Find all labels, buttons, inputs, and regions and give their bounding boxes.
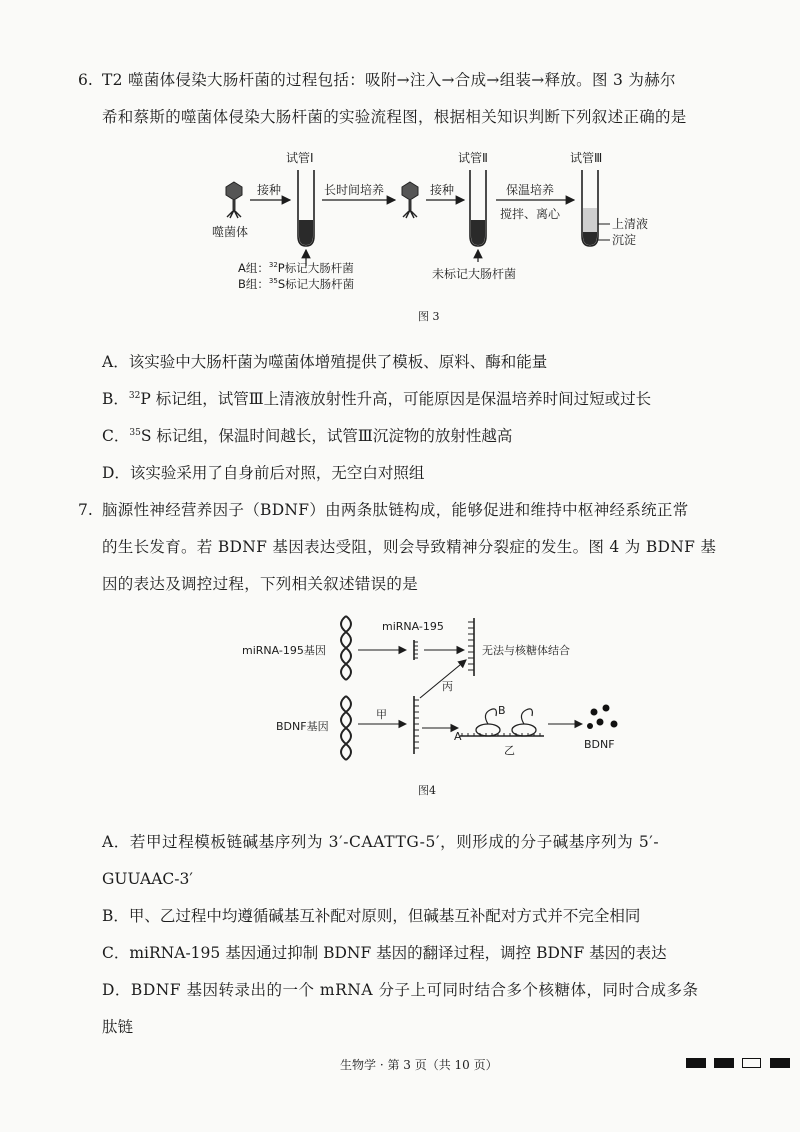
q6-option-b: B．$^{32}$P 标记组，试管Ⅲ上清液放射性升高，可能原因是保温培养时间过短或过长 <box>102 390 652 408</box>
q6-option-c: C．$^{35}$S 标记组，保温时间越长，试管Ⅲ沉淀物的放射性越高 <box>102 427 513 445</box>
q7-option-d-line-1: D．BDNF 基因转录出的一个 mRNA 分子上可同时结合多个核糖体，同时合成多条 <box>102 981 699 999</box>
mirna-195-strand <box>414 640 418 660</box>
figure-3-caption: 图 3 <box>418 310 440 323</box>
long-culture-label: 长时间培养 <box>324 183 385 197</box>
tube-2-label: 试管Ⅱ <box>458 151 488 165</box>
footer-marker-block <box>770 1058 790 1068</box>
q7-option-a-line-2: GUUAAC-3′ <box>102 870 193 888</box>
q6-option-d: D．该实验采用了自身前后对照，无空白对照组 <box>102 464 425 482</box>
mirna-195-label: miRNA-195 <box>382 620 444 633</box>
stir-centrifuge-label: 搅拌、离心 <box>500 207 561 221</box>
bdnf-mrna-strand <box>414 696 419 754</box>
question-7-stem-line-1: 脑源性神经营养因子（BDNF）由两条肽链构成，能够促进和维持中枢神经系统正常 <box>102 501 689 519</box>
warm-culture-label: 保温培养 <box>506 183 555 197</box>
tube-3-label: 试管Ⅲ <box>570 151 603 165</box>
q7-option-a-line-1: A．若甲过程模板链碱基序列为 3′-CAATTG-5′，则形成的分子碱基序列为 5′- <box>102 833 660 851</box>
inoculate-2-label: 接种 <box>430 183 455 197</box>
q7-option-c: C．miRNA-195 基因通过抑制 BDNF 基因的翻译过程，调控 BDNF 基因的表达 <box>102 944 667 962</box>
figure-4-caption: 图4 <box>418 784 436 797</box>
figure-3-experiment-diagram <box>200 148 660 298</box>
sediment-label: 沉淀 <box>612 233 637 247</box>
tube-2 <box>470 170 486 246</box>
bdnf-protein-dots <box>587 705 618 730</box>
process-bing-label: 丙 <box>442 680 453 693</box>
group-b-label: B组：$^{35}$S标记大肠杆菌 <box>238 277 355 291</box>
unlabeled-ecoli-label: 未标记大肠杆菌 <box>432 267 517 281</box>
question-7-stem-line-3: 因的表达及调控过程，下列相关叙述错误的是 <box>102 575 419 593</box>
group-a-label: A组：$^{32}$P标记大肠杆菌 <box>238 261 354 275</box>
tube-3 <box>582 170 598 246</box>
mirna-195-gene-dna-helix <box>341 616 351 680</box>
q7-option-b: B．甲、乙过程中均遵循碱基互补配对原则，但碱基互补配对方式并不完全相同 <box>102 907 641 925</box>
supernatant-label: 上清液 <box>612 217 649 231</box>
process-yi-label: 乙 <box>504 744 515 757</box>
process-jia-label: 甲 <box>376 708 387 721</box>
tube-1-label: 试管Ⅰ <box>286 151 314 165</box>
question-6-stem-line-1: T2 噬菌体侵染大肠杆菌的过程包括：吸附→注入→合成→组装→释放。图 3 为赫尔 <box>102 71 676 89</box>
footer-marker-block-outline <box>742 1058 761 1068</box>
cannot-bind-ribosome-label: 无法与核糖体结合 <box>482 644 570 657</box>
mirna-195-gene-label: miRNA-195基因 <box>242 644 326 657</box>
question-6-stem-line-2: 希和蔡斯的噬菌体侵染大肠杆菌的实验流程图，根据相关知识判断下列叙述正确的是 <box>102 108 687 126</box>
label-b: B <box>498 704 506 717</box>
tube-1 <box>298 170 314 246</box>
bdnf-mrna-bound-strand <box>468 618 474 676</box>
bdnf-protein-label: BDNF <box>584 738 615 751</box>
q7-option-d-line-2: 肽链 <box>102 1018 134 1036</box>
figure-4-bdnf-regulation-diagram <box>236 612 636 772</box>
question-7-number: 7. <box>78 501 93 519</box>
label-a: A <box>454 730 462 743</box>
phage-icon <box>226 182 242 218</box>
bdnf-gene-label: BDNF基因 <box>276 720 329 733</box>
q6-option-a: A．该实验中大肠杆菌为噬菌体增殖提供了模板、原料、酶和能量 <box>102 353 548 371</box>
phage-label: 噬菌体 <box>212 225 249 239</box>
question-6-number: 6. <box>78 71 93 89</box>
bdnf-gene-dna-helix <box>341 696 351 760</box>
footer-marker-block <box>714 1058 734 1068</box>
question-7-stem-line-2: 的生长发育。若 BDNF 基因表达受阻，则会导致精神分裂症的发生。图 4 为 BDNF 基 <box>102 538 717 556</box>
inoculate-1-label: 接种 <box>257 183 282 197</box>
page-footer: 生物学 · 第 3 页（共 10 页） <box>340 1058 498 1072</box>
footer-marker-block <box>686 1058 706 1068</box>
phage-icon <box>402 182 418 218</box>
